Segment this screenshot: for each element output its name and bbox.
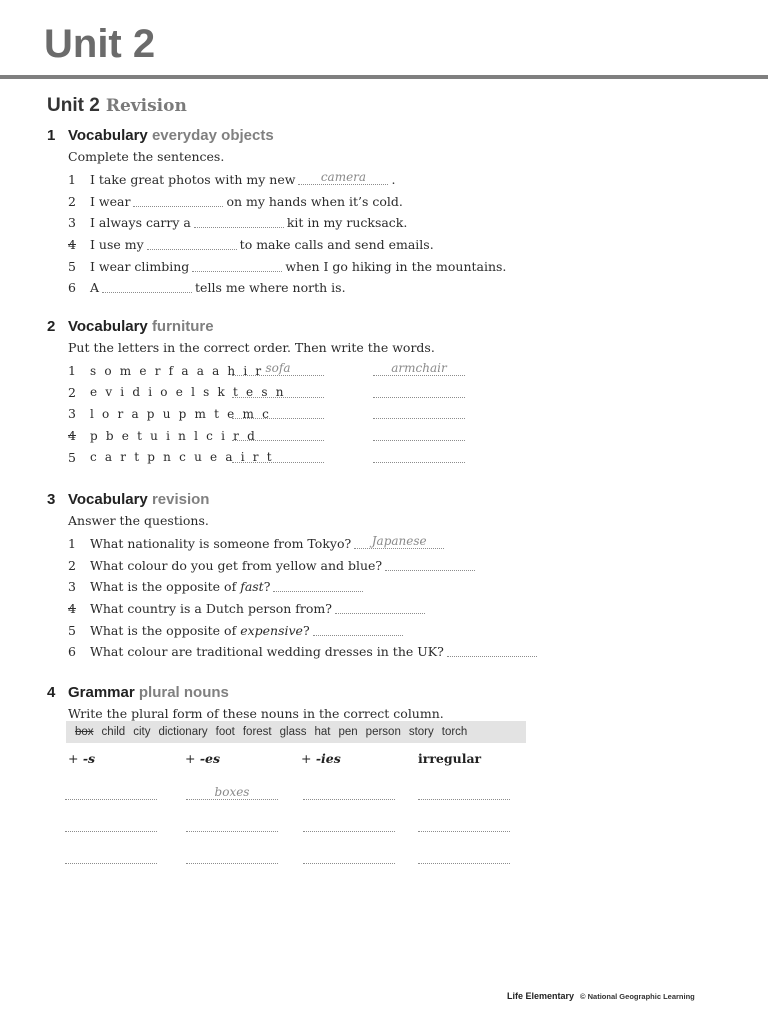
answer-blank-second-word[interactable]	[373, 383, 465, 398]
exercise-item	[68, 446, 468, 468]
item-text-before: A	[90, 280, 100, 296]
column-plus: +	[301, 751, 312, 766]
word-bank-item: child	[101, 726, 126, 738]
question-text: What is the opposite of	[90, 579, 237, 595]
word-bank-item: torch	[441, 726, 468, 738]
answer-blank[interactable]	[418, 849, 510, 864]
question-text: What country is a Dutch person from?	[90, 601, 332, 617]
item-number: 1	[68, 536, 76, 552]
column-suffix: irregular	[418, 751, 482, 766]
section-category: Vocabulary	[68, 491, 148, 508]
item-text-after: tells me where north is.	[195, 280, 346, 296]
item-text-before: I take great photos with my new	[90, 172, 296, 188]
jumbled-letters: c a r t p n c u e a i r t	[90, 450, 274, 465]
answer-blank-first-word[interactable]	[232, 404, 324, 419]
column-suffix: -s	[82, 751, 96, 766]
footer-book-title: Life Elementary	[507, 991, 575, 1001]
section-category: Grammar	[68, 684, 135, 701]
section-instruction: Complete the sentences.	[68, 149, 225, 164]
question-keyword: fast	[240, 579, 264, 595]
column-header-irregular	[418, 751, 481, 766]
answer-blank-first-word[interactable]	[232, 448, 324, 463]
item-number: 6	[68, 280, 76, 296]
answer-blank[interactable]	[303, 817, 395, 832]
item-text-after: kit in my rucksack.	[286, 215, 408, 231]
section-instruction: Write the plural form of these nouns in the correct column.	[68, 706, 444, 721]
answer-blank[interactable]	[273, 577, 363, 592]
word-bank-item: glass	[279, 726, 307, 738]
item-number: 1	[68, 363, 76, 379]
answer-blank[interactable]	[65, 785, 157, 800]
column-suffix: -ies	[315, 751, 341, 766]
question-end: ?	[302, 622, 310, 638]
word-bank	[66, 721, 526, 743]
item-number: 2	[68, 384, 76, 400]
exercise-item	[68, 191, 506, 213]
answer-blank-second-word[interactable]	[373, 448, 465, 463]
section-topic: revision	[151, 491, 210, 508]
answer-blank[interactable]: Japanese	[354, 534, 444, 549]
question-end: ?	[263, 579, 271, 595]
exercise-list	[68, 533, 540, 663]
answer-blank[interactable]	[385, 556, 475, 571]
item-number: 1	[68, 172, 76, 188]
question-text: What nationality is someone from Tokyo?	[90, 536, 352, 552]
answer-blank-first-word[interactable]	[232, 383, 324, 398]
section-topic: plural nouns	[138, 684, 229, 701]
section-topic: everyday objects	[151, 127, 274, 144]
answer-blank[interactable]	[65, 817, 157, 832]
word-bank-item: box	[75, 726, 94, 738]
unit-header: Unit 2	[44, 22, 156, 66]
item-text-before: I wear	[90, 193, 131, 209]
question-text: What colour are traditional wedding dresses in the UK?	[90, 644, 444, 660]
answer-blank[interactable]	[102, 278, 192, 293]
section-number: 4	[47, 684, 56, 701]
answer-blank[interactable]	[313, 621, 403, 636]
word-bank-item: foot	[215, 726, 235, 738]
column-plus: +	[185, 751, 196, 766]
item-text-after: .	[391, 172, 396, 188]
exercise-item	[68, 533, 540, 555]
exercise-item	[68, 212, 506, 234]
answer-blank[interactable]	[447, 642, 537, 657]
answer-blank[interactable]	[186, 849, 278, 864]
answer-blank-second-word[interactable]	[373, 404, 465, 419]
section-number: 3	[47, 491, 56, 508]
exercise-item	[68, 576, 540, 598]
answer-blank-second-word[interactable]	[373, 426, 465, 441]
answer-blank[interactable]	[186, 817, 278, 832]
item-text-before: I always carry a	[90, 215, 191, 231]
word-bank-item: city	[133, 726, 151, 738]
question-text: What colour do you get from yellow and blue?	[90, 557, 383, 573]
item-text-before: I use my	[90, 237, 144, 253]
answer-blank-first-word[interactable]	[232, 426, 324, 441]
answer-blank-first-word[interactable]: sofa	[232, 361, 324, 376]
answer-blank[interactable]	[418, 817, 510, 832]
word-bank-item: hat	[314, 726, 331, 738]
jumbled-letters: e v i d i o e l s k t e s n	[90, 385, 286, 400]
section-category: Vocabulary	[68, 127, 148, 144]
exercise-item	[68, 234, 506, 256]
item-number: 4	[68, 601, 76, 617]
exercise-item	[68, 555, 540, 577]
item-number: 3	[68, 215, 76, 231]
revision-title	[47, 92, 187, 119]
answer-blank[interactable]	[147, 235, 237, 250]
exercise-item	[68, 598, 540, 620]
exercise-item	[68, 403, 468, 425]
answer-blank[interactable]: boxes	[186, 785, 278, 800]
item-number: 2	[68, 557, 76, 573]
item-number: 5	[68, 622, 76, 638]
column-plus: +	[68, 751, 79, 766]
item-number: 3	[68, 579, 76, 595]
header-rule	[0, 75, 768, 79]
item-number: 4	[68, 237, 76, 253]
exercise-item	[68, 382, 468, 404]
section-heading	[47, 490, 209, 510]
word-bank-item: dictionary	[158, 726, 208, 738]
page-footer	[507, 986, 695, 1004]
footer-publisher: © National Geographic Learning	[580, 992, 695, 1001]
item-text-after: on my hands when it’s cold.	[226, 193, 403, 209]
answer-blank[interactable]	[192, 257, 282, 272]
exercise-item	[68, 169, 506, 191]
exercise-list	[68, 169, 506, 299]
item-text-after: when I go hiking in the mountains.	[285, 258, 507, 274]
answer-blank[interactable]	[194, 213, 284, 228]
section-heading	[47, 126, 274, 146]
answer-blank[interactable]	[65, 849, 157, 864]
answer-blank-second-word[interactable]: armchair	[373, 361, 465, 376]
answer-blank[interactable]	[133, 192, 223, 207]
section-category: Vocabulary	[68, 318, 148, 335]
item-text-before: I wear climbing	[90, 258, 190, 274]
section-instruction: Put the letters in the correct order. Then write the words.	[68, 340, 435, 355]
item-number: 5	[68, 449, 76, 465]
section-number: 2	[47, 318, 56, 335]
jumbled-letters: p b e t u i n l c i r d	[90, 428, 257, 443]
item-text-after: to make calls and send emails.	[239, 237, 434, 253]
column-header-es	[185, 751, 220, 766]
column-header-s	[68, 751, 95, 766]
word-bank-item: pen	[338, 726, 358, 738]
answer-blank[interactable]	[418, 785, 510, 800]
question-text: What is the opposite of	[90, 622, 237, 638]
exercise-item	[68, 425, 468, 447]
exercise-item	[68, 255, 506, 277]
word-bank-item: person	[365, 726, 401, 738]
word-bank-item: forest	[242, 726, 272, 738]
column-suffix: -es	[199, 751, 221, 766]
answer-blank[interactable]	[303, 849, 395, 864]
section-topic: furniture	[151, 318, 214, 335]
jumbled-letters: s o m e r f a a a h i r	[90, 363, 264, 378]
section-heading	[47, 683, 229, 703]
revision-label: Revision	[105, 96, 187, 116]
section-instruction: Answer the questions.	[68, 513, 209, 528]
exercise-item	[68, 641, 540, 663]
word-bank-item: story	[408, 726, 434, 738]
question-keyword: expensive	[240, 622, 303, 638]
exercise-item	[68, 619, 540, 641]
exercise-list	[68, 360, 468, 468]
answer-blank[interactable]: camera	[298, 170, 388, 185]
jumbled-letters: l o r a p u p m t e m c	[90, 406, 272, 421]
item-number: 4	[68, 428, 76, 444]
section-number: 1	[47, 127, 56, 144]
exercise-item	[68, 277, 506, 299]
answer-blank[interactable]	[335, 599, 425, 614]
item-number: 5	[68, 258, 76, 274]
item-number: 3	[68, 406, 76, 422]
exercise-item	[68, 360, 468, 382]
column-header-ies	[301, 751, 341, 766]
item-number: 6	[68, 644, 76, 660]
answer-blank[interactable]	[303, 785, 395, 800]
section-heading	[47, 317, 214, 337]
item-number: 2	[68, 193, 76, 209]
revision-unit-label: Unit 2	[47, 95, 100, 116]
